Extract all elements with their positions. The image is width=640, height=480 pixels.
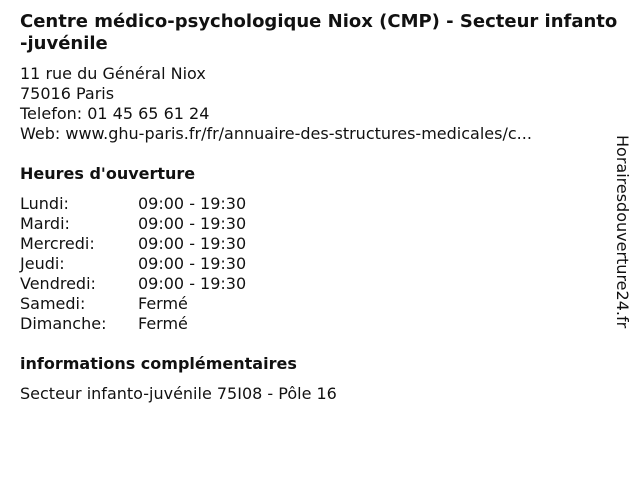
hours-value: Fermé [138,294,188,313]
hours-row-samedi [20,294,246,314]
website-link[interactable]: Web: www.ghu-paris.fr/fr/annuaire-des-structures-medicales/c... [20,124,532,143]
additional-info-heading: informations complémentaires [20,354,297,373]
hours-row-vendredi [20,274,246,294]
day-label: Mercredi: [20,234,95,253]
hours-value: 09:00 - 19:30 [138,194,247,213]
hours-row-jeudi [20,254,246,274]
day-label: Mardi: [20,214,70,233]
hours-row-mardi [20,214,246,234]
hours-value: 09:00 - 19:30 [138,214,247,233]
site-watermark: Horairesdouverture24.fr [613,135,632,329]
hours-value: 09:00 - 19:30 [138,274,247,293]
day-label: Dimanche: [20,314,107,333]
opening-hours-heading: Heures d'ouverture [20,164,196,183]
phone-number[interactable]: Telefon: 01 45 65 61 24 [20,104,210,123]
hours-value: Fermé [138,314,188,333]
hours-row-lundi [20,194,246,214]
street-address: 11 rue du Général Niox [20,64,206,83]
city-postcode: 75016 Paris [20,84,115,103]
day-label: Vendredi: [20,274,96,293]
additional-info-text: Secteur infanto-juvénile 75I08 - Pôle 16 [20,384,337,403]
day-label: Samedi: [20,294,86,313]
day-label: Jeudi: [20,254,65,273]
hours-value: 09:00 - 19:30 [138,254,247,273]
hours-row-dimanche [20,314,246,334]
page-title: Centre médico-psychologique Niox (CMP) - Secteur infanto-juvénile [20,11,618,54]
hours-row-mercredi [20,234,246,254]
day-label: Lundi: [20,194,69,213]
opening-hours-table [20,194,246,334]
hours-value: 09:00 - 19:30 [138,234,247,253]
address-block [20,64,532,144]
